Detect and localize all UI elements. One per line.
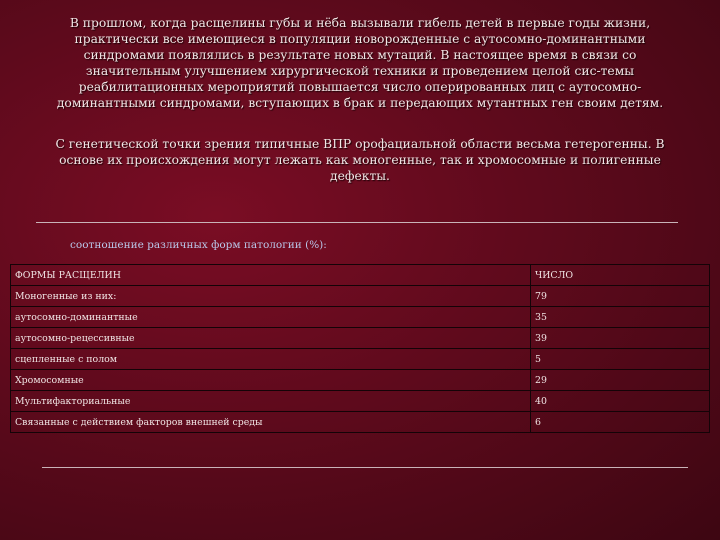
pathology-table bbox=[10, 264, 710, 433]
genetics-paragraph: С генетической точки зрения типичные ВПР орофациальной области весьма гетерогенны. В основе их происхождения могут лежать как моногенные, так и хромосомные и полигенные дефекты. bbox=[55, 137, 665, 183]
header-value-cell: ЧИСЛО bbox=[531, 265, 710, 286]
row-value: 35 bbox=[531, 307, 710, 328]
row-label: сцепленные с полом bbox=[11, 349, 531, 370]
table-header-row bbox=[11, 265, 710, 286]
table-row bbox=[11, 349, 710, 370]
table-caption: соотношение различных форм патологии (%): bbox=[70, 239, 327, 251]
row-label: аутосомно-доминантные bbox=[11, 307, 531, 328]
top-divider bbox=[36, 222, 678, 223]
row-value: 29 bbox=[531, 370, 710, 391]
table-row bbox=[11, 370, 710, 391]
bottom-divider bbox=[42, 467, 688, 468]
row-value: 5 bbox=[531, 349, 710, 370]
table-row bbox=[11, 307, 710, 328]
intro-paragraph: В прошлом, когда расщелины губы и нёба вызывали гибель детей в первые годы жизни, практически все имеющиеся в популяции новорожденные с аутосомно-доминантными синдромами появлялись в результате новых мутаций. В настоящее время в связи со значительным улучшением хирургической техники и проведением целой сис-темы реабилитационных мероприятий повышается число оперированных лиц с аутосомно-доминантными синдромами, вступающих в брак и передающих мутантных ген своим детям. bbox=[56, 16, 664, 110]
row-value: 40 bbox=[531, 391, 710, 412]
row-value: 39 bbox=[531, 328, 710, 349]
row-label: Хромосомные bbox=[11, 370, 531, 391]
header-label-cell: ФОРМЫ РАСЩЕЛИН bbox=[11, 265, 531, 286]
row-label: Моногенные из них: bbox=[11, 286, 531, 307]
row-label: Связанные с действием факторов внешней среды bbox=[11, 412, 531, 433]
row-value: 79 bbox=[531, 286, 710, 307]
row-label: Мультифакториальные bbox=[11, 391, 531, 412]
table-row bbox=[11, 391, 710, 412]
table-row bbox=[11, 328, 710, 349]
table-row bbox=[11, 286, 710, 307]
row-label: аутосомно-рецессивные bbox=[11, 328, 531, 349]
table-row bbox=[11, 412, 710, 433]
row-value: 6 bbox=[531, 412, 710, 433]
